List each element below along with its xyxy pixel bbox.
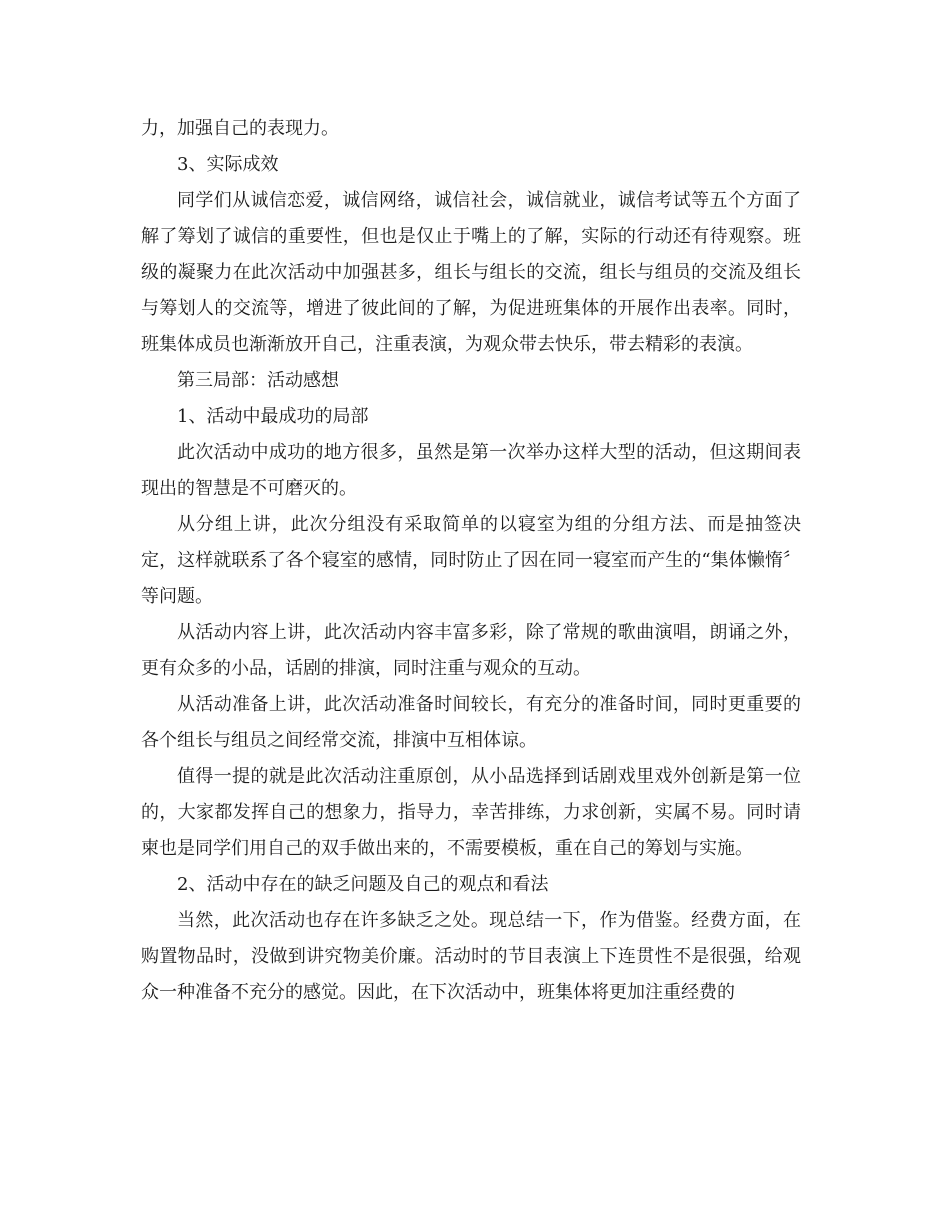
- section-heading-actual-results: 3、实际成效: [177, 154, 279, 175]
- section-heading-most-successful: 1、活动中最成功的局部: [177, 406, 369, 427]
- paragraph: 从分组上讲，此次分组没有采取简单的以寝室为组的分组方法、而是抽签决定，这样就联系了各个寝室的感情，同时防止了因在同一寝室而产生的“集体懒惰〞等问题。: [141, 514, 801, 607]
- paragraph: 从活动内容上讲，此次活动内容丰富多彩，除了常规的歌曲演唱，朗诵之外，更有众多的小品，话剧的排演，同时注重与观众的互动。: [141, 622, 801, 679]
- paragraph: 当然，此次活动也存在许多缺乏之处。现总结一下，作为借鉴。经费方面，在购置物品时，没做到讲究物美价廉。活动时的节目表演上下连贯性不是很强，给观众一种准备不充分的感觉。因此，在下次活动中，班集体将更加注重经费的: [141, 910, 801, 1003]
- part-heading-activity-reflections: 第三局部：活动感想: [177, 370, 339, 391]
- paragraph: 从活动准备上讲，此次活动准备时间较长，有充分的准备时间，同时更重要的各个组长与组员之间经常交流，排演中互相体谅。: [141, 694, 801, 751]
- document-body: [141, 111, 801, 1011]
- section-heading-shortcomings: 2、活动中存在的缺乏问题及自己的观点和看法: [177, 874, 549, 895]
- paragraph: 此次活动中成功的地方很多，虽然是第一次举办这样大型的活动，但这期间表现出的智慧是不可磨灭的。: [141, 442, 801, 499]
- paragraph-continuation: 力，加强自己的表现力。: [141, 118, 339, 139]
- paragraph: 同学们从诚信恋爱，诚信网络，诚信社会，诚信就业，诚信考试等五个方面了解了筹划了诚信的重要性，但也是仅止于嘴上的了解，实际的行动还有待观察。班级的凝聚力在此次活动中加强甚多，组长与组长的交流，组长与组员的交流及组长与筹划人的交流等，增进了彼此间的了解，为促进班集体的开展作出表率。同时，班集体成员也渐渐放开自己，注重表演，为观众带去快乐，带去精彩的表演。: [141, 190, 801, 355]
- paragraph: 值得一提的就是此次活动注重原创，从小品选择到话剧戏里戏外创新是第一位的，大家都发挥自己的想象力，指导力，幸苦排练，力求创新，实属不易。同时请柬也是同学们用自己的双手做出来的，不需要模板，重在自己的筹划与实施。: [141, 766, 801, 859]
